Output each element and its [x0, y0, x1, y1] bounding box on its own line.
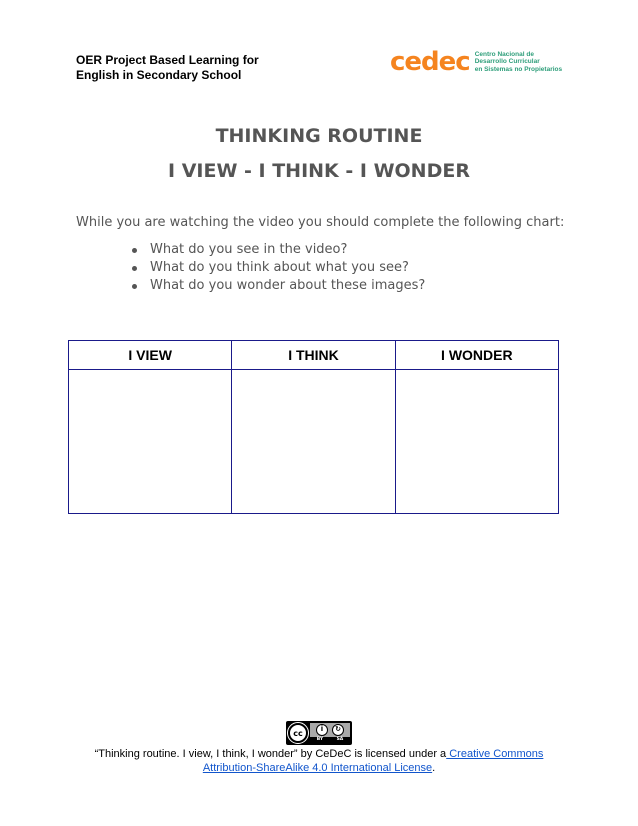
cc-icon: cc	[288, 723, 308, 743]
share-alike-icon: ↻	[332, 724, 344, 736]
logo-sub-line-1: Centro Nacional de	[474, 50, 534, 58]
instructions-text: While you are watching the video you should complete the following chart:	[76, 215, 565, 230]
logo-subtitle	[475, 51, 562, 74]
think-answer-cell[interactable]	[232, 370, 395, 514]
list-item	[132, 277, 425, 295]
cc-badge-icons	[316, 724, 344, 736]
view-answer-cell[interactable]	[69, 370, 232, 514]
page-subtitle: I VIEW - I THINK - I WONDER	[168, 160, 470, 182]
bullet-icon	[132, 284, 137, 289]
cc-badge-right	[310, 723, 350, 743]
wonder-answer-cell[interactable]	[395, 370, 558, 514]
sa-label: SA	[336, 737, 344, 742]
table-header-row	[69, 341, 559, 370]
routine-chart-table	[68, 340, 559, 514]
column-header-wonder: I WONDER	[395, 341, 558, 370]
page-title: THINKING ROUTINE	[215, 125, 423, 147]
license-text: “Thinking routine. I view, I think, I wonder” by CeDeC is licensed under a	[94, 748, 447, 760]
header-project-title	[76, 53, 259, 83]
column-header-think: I THINK	[232, 341, 395, 370]
question-list	[132, 241, 425, 295]
bullet-icon	[132, 266, 137, 271]
by-label: BY	[316, 737, 324, 742]
logo-sub-line-3: en Sistemas no Propietarios	[474, 65, 563, 73]
list-item	[132, 241, 425, 259]
list-item-text: What do you wonder about these images?	[150, 278, 426, 293]
logo-wordmark: cedec	[390, 47, 470, 77]
list-item-text: What do you see in the video?	[150, 242, 348, 257]
list-item	[132, 259, 425, 277]
bullet-icon	[132, 248, 137, 253]
cc-badge-bar	[310, 737, 350, 743]
column-header-view: I VIEW	[69, 341, 232, 370]
cedec-logo	[390, 47, 565, 77]
attribution-icon: i	[316, 724, 328, 736]
logo-sub-line-2: Desarrollo Curricular	[474, 58, 540, 66]
list-item-text: What do you think about what you see?	[150, 260, 409, 275]
table-row	[69, 370, 559, 514]
header-line-2: English in Secondary School	[76, 68, 242, 82]
license-footer	[70, 747, 568, 775]
header-line-1: OER Project Based Learning for	[76, 53, 259, 67]
license-link[interactable]: Creative Commons Attribution-ShareAlike 4.0 International License	[202, 748, 544, 774]
cc-license-badge[interactable]	[286, 721, 352, 745]
license-end: .	[432, 762, 436, 774]
